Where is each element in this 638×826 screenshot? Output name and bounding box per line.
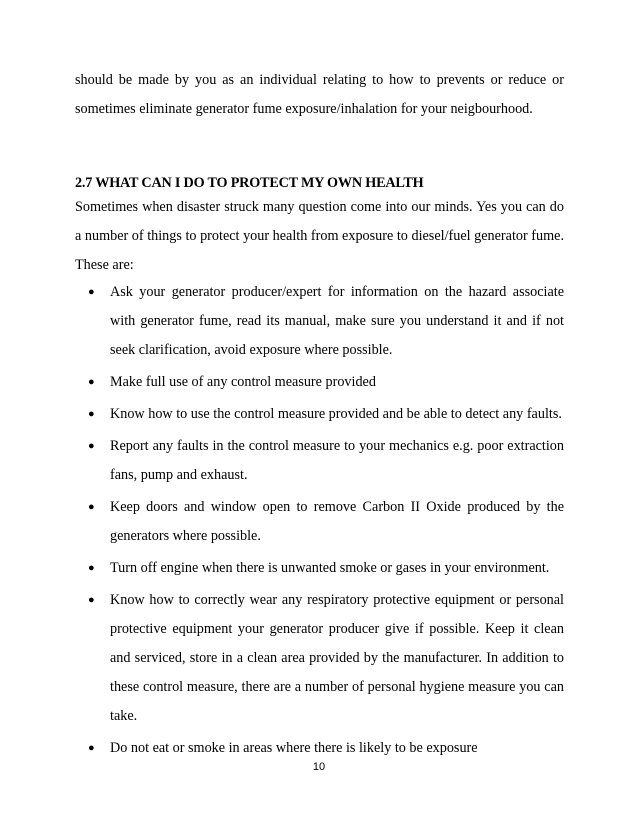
list-item <box>75 734 564 763</box>
bullet-icon: ● <box>88 376 95 388</box>
bullet-icon: ● <box>88 742 95 754</box>
bullet-icon: ● <box>88 501 95 513</box>
bullet-icon: ● <box>88 440 95 452</box>
list-item-text: Keep doors and window open to remove Carbon II Oxide produced by the generators where possible. <box>110 499 564 544</box>
list-item <box>75 432 564 490</box>
bullet-list <box>75 278 564 766</box>
bullet-icon: ● <box>88 562 95 574</box>
list-item <box>75 278 564 365</box>
section-heading: 2.7 WHAT CAN I DO TO PROTECT MY OWN HEALTH <box>75 175 424 191</box>
list-item <box>75 493 564 551</box>
list-item-text: Know how to use the control measure provided and be able to detect any faults. <box>110 406 562 422</box>
page-number: 10 <box>312 761 326 773</box>
section-paragraph: Sometimes when disaster struck many question come into our minds. Yes you can do a number of things to protect your health from exposure to diesel/fuel generator fume. These are: <box>75 199 564 273</box>
list-item-text: Know how to correctly wear any respiratory protective equipment or personal protective equipment your generator producer give if possible. Keep it clean and serviced, store in a clean area provided by the manufacturer. In addition to these control measure, there are a number of personal hygiene measure you can take. <box>110 592 564 724</box>
intro-paragraph: should be made by you as an individual relating to how to prevents or reduce or sometimes eliminate generator fume exposure/inhalation for your neigbourhood. <box>75 72 564 117</box>
list-item <box>75 368 564 397</box>
bullet-icon: ● <box>88 594 95 606</box>
list-item-text: Make full use of any control measure provided <box>110 374 376 390</box>
bullet-icon: ● <box>88 286 95 298</box>
list-item <box>75 400 564 429</box>
list-item-text: Report any faults in the control measure to your mechanics e.g. poor extraction fans, pump and exhaust. <box>110 438 564 483</box>
list-item <box>75 586 564 731</box>
list-item <box>75 554 564 583</box>
list-item-text: Turn off engine when there is unwanted smoke or gases in your environment. <box>110 560 550 576</box>
list-item-text: Ask your generator producer/expert for information on the hazard associate with generator fume, read its manual, make sure you understand it and if not seek clarification, avoid exposure where possible. <box>110 284 564 358</box>
bullet-icon: ● <box>88 408 95 420</box>
list-item-text: Do not eat or smoke in areas where there is likely to be exposure <box>110 740 478 756</box>
